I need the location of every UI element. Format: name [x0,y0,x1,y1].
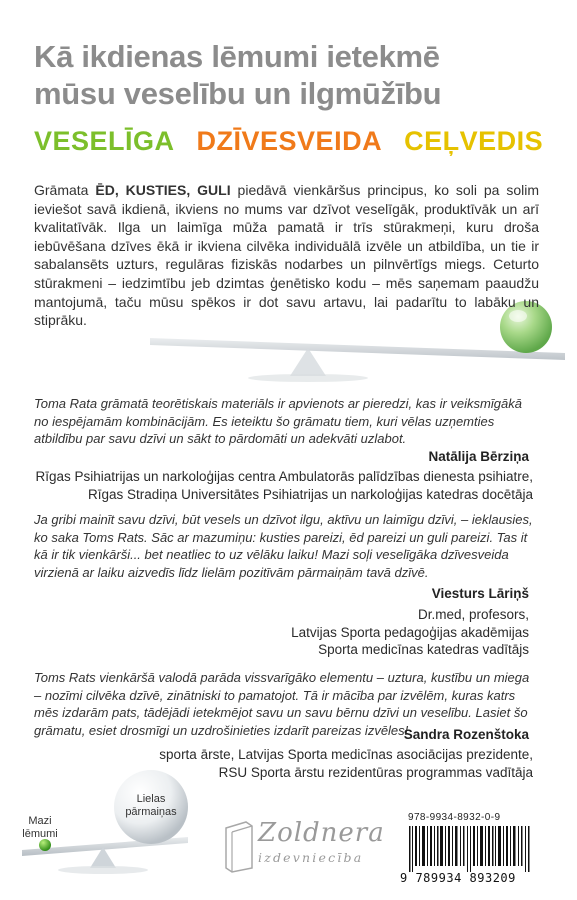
testimonial-role-2-line-2: Latvijas Sporta pedagoģijas akadēmijas [291,624,529,640]
publisher-book-icon [222,818,258,874]
testimonial-role-3-line-2: RSU Sporta ārstu rezidentūras programmas vadītāja [218,764,533,780]
testimonial-role-2-line-3: Sporta medicīnas katedras vadītājs [318,642,529,657]
testimonial-role-3 [159,746,533,781]
barcode [405,824,535,872]
testimonial-role-1-line-2: Rīgas Stradiņa Universitātes Psihiatrijas un narkoloģijas katedras docētāja [88,486,533,502]
testimonial-author-2: Viesturs Lāriņš [431,586,529,601]
testimonial-author-3: Sandra Rozenštoka [403,727,529,742]
intro-text: piedāvā vienkāršus principus, ko soli pa solim ieviešot savā ikdienā, ikviens no mums var dzīvot veselīgāk, produktīvāk un arī kvalitatīvāk. Ilga un laimīga mūža pamatā ir trīs stūrakmeņi, kuru droša iebūvēšana dzīves ēkā ir ikviena cilvēka individuālā izvēle un atbildība, un tie ir sabalansēts uzturs, regulāras fiziskās nodarbes un pilnvērtīgs miegs. Ceturto stūrakmeni – iedzimtību jeb dzimtas ģenētisko kodu – mēs saņemam paaudžu mantojumā, taču mūsu spēkos ir dot savu artavu, lai padarītu to labāku un stiprāku. [34,182,540,329]
testimonial-quote-2: Ja gribi mainīt savu dzīvi, būt vesels un dzīvot ilgu, aktīvu un laimīgu dzīvi, – ieklausies, ko saka Toms Rats. Sāc ar mazumiņu: kusties pareizi, ēd pareizi un guli pareizi. Tas it kā ir tik vienkārši... bet neatliec to uz vēlāku laiku! Mazi soļi veselīgāka dzīvesveida virzienā ar laiku aizvedīs līdz lielām pozitīvām pārmaiņām tavā dzīvē. [34,512,533,580]
testimonial-quote-1: Toma Rata grāmatā teorētiskais materiāls ir apvienots ar pieredzi, kas ir veiksmīgākā no iespējamām kombinācijām. Es ieteiktu šo grāmatu tiem, kuri vēlas uzņemties atbildību par savu dzīvi un sākt to pārdomāti un adekvāti uzlabot. [34,396,522,446]
top-scale-pivot [290,348,326,376]
testimonial-role-1-line-1: Rīgas Psihiatrijas un narkoloģijas centra Ambulatorās palīdzības dienesta psihiatre, [35,469,533,484]
testimonial-quote-3: Toms Rats vienkāršā valodā parāda vissvarīgāko elementu – uztura, kustību un miega – nozīmi cilvēka dzīvē, zinātniski to pamatojot. Tā ir mācība par izvēlēm, kuras katrs mēs izdarām pats, tādējādi ietekmējot savu un savu bērnu dzīvi un veselību. Lasiet šo grāmatu, esiet drosmīgi un uzdrošinieties izdarīt pareizas izvēles! [34,670,530,738]
intro-paragraph [34,181,539,330]
intro-book-title: ĒD, KUSTIES, GULI [95,182,231,198]
testimonial-author-1: Natālija Bērziņa [428,449,529,464]
intro-prefix: Grāmata [34,182,89,198]
publisher-name: Zoldnera [258,818,385,848]
label-big-changes: Lielas pārmaiņas [125,793,177,818]
publisher-subtitle: izdevniecība [258,850,364,865]
label-small-decisions: Mazi lēmumi [22,815,58,840]
subtitle-word-celvedis: CEĻVEDIS [404,126,544,156]
barcode-number: 9 789934 893209 [400,871,516,885]
testimonial-role-3-line-1: sporta ārste, Latvijas Sporta medicīnas asociācijas prezidente, [159,747,533,762]
top-scale-plank [150,338,565,360]
title-line-2: mūsu veselību un ilgmūžību [34,76,442,111]
testimonial-role-1 [35,468,533,503]
subtitle-word-dzivesveida: DZĪVESVEIDA [196,126,383,156]
isbn-text: 978-9934-8932-0-9 [408,812,501,823]
subtitle-word-veseliga: VESELĪGA [34,126,175,156]
testimonial-role-2-line-1: Dr.med, profesors, [417,607,529,622]
title-line-1: Kā ikdienas lēmumi ietekmē [34,39,440,74]
testimonial-role-2 [291,606,529,659]
